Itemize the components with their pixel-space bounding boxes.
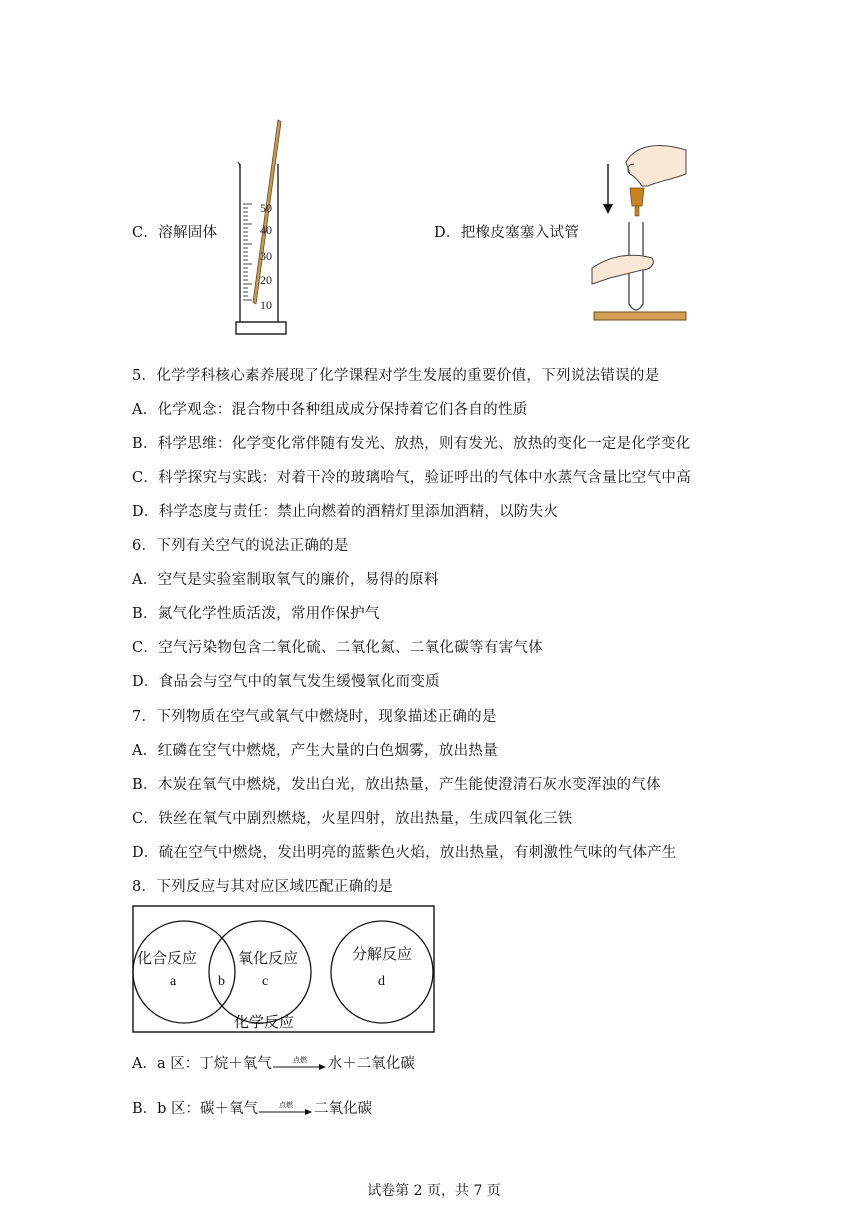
test-tube-stopper-figure [590, 140, 694, 326]
q5-option-d: D．科学态度与责任：禁止向燃着的酒精灯里添加酒精，以防失火 [132, 504, 559, 520]
tick-label-40: 40 [260, 223, 272, 237]
q8-option-a [132, 1052, 415, 1073]
venn-region-a: a [170, 974, 177, 989]
q6-stem: 6．下列有关空气的说法正确的是 [132, 538, 349, 554]
q7-option-a: A．红磷在空气中燃烧，产生大量的白色烟雾，放出热量 [132, 743, 498, 759]
q5-stem: 5．化学学科核心素养展现了化学课程对学生发展的重要价值，下列说法错误的是 [132, 368, 660, 384]
q5-option-b: B．科学思维：化学变化常伴随有发光、放热，则有发光、放热的变化一定是化学变化 [132, 436, 691, 452]
reaction-condition: 点燃 [279, 1101, 294, 1109]
q6-option-b: B．氮气化学性质活泼，常用作保护气 [132, 606, 380, 622]
reaction-arrow [258, 1100, 314, 1118]
page-footer: 试卷第 2 页，共 7 页 [367, 1183, 501, 1199]
q8-option-b-products: 二氧化碳 [314, 1101, 373, 1117]
arrow-icon [258, 1100, 314, 1118]
q8-option-a-products: 水＋二氧化碳 [327, 1056, 415, 1072]
q8-stem: 8．下列反应与其对应区域匹配正确的是 [132, 879, 394, 895]
tick-label-30: 30 [260, 249, 272, 263]
q4-option-c-label: C．溶解固体 [132, 225, 218, 241]
venn-region-c: c [262, 974, 269, 989]
venn-label-combination: 化合反应 [137, 949, 198, 967]
tick-label-50: 50 [260, 201, 272, 215]
reaction-condition: 点燃 [292, 1056, 307, 1064]
q8-option-b-reactants: B．b 区：碳＋氧气 [132, 1101, 259, 1117]
q8-option-b [132, 1097, 372, 1118]
venn-region-d: d [378, 974, 385, 989]
venn-box-label: 化学反应 [234, 1013, 295, 1031]
venn-diagram [132, 905, 436, 1035]
q7-stem: 7．下列物质在空气或氧气中燃烧时，现象描述正确的是 [132, 709, 497, 725]
q7-option-c: C．铁丝在氧气中剧烈燃烧，火星四射，放出热量，生成四氧化三铁 [132, 811, 573, 827]
arrow-icon [272, 1055, 328, 1073]
q6-option-d: D．食品会与空气中的氧气发生缓慢氧化而变质 [132, 674, 440, 690]
q6-option-c: C．空气污染物包含二氧化硫、二氧化氮、二氧化碳等有害气体 [132, 640, 543, 656]
venn-region-b: b [218, 974, 225, 989]
q4-option-d-label: D．把橡皮塞塞入试管 [434, 225, 580, 241]
q5-option-c: C．科学探究与实践：对着干冷的玻璃哈气，验证呼出的气体中水蒸气含量比空气中高 [132, 470, 691, 486]
tick-label-10: 10 [260, 298, 272, 312]
q5-option-a: A．化学观念：混合物中各种组成成分保持着它们各自的性质 [132, 402, 528, 418]
venn-circle-oxidation [209, 921, 311, 1023]
venn-label-oxidation: 氧化反应 [238, 949, 299, 967]
venn-circle-decomposition [331, 921, 433, 1023]
q7-option-d: D．硫在空气中燃烧，发出明亮的蓝紫色火焰，放出热量，有刺激性气味的气体产生 [132, 845, 677, 861]
q8-option-a-reactants: A．a 区：丁烷＋氧气 [132, 1056, 272, 1072]
reaction-arrow [272, 1055, 328, 1073]
q7-option-b: B．木炭在氧气中燃烧，发出白光，放出热量，产生能使澄清石灰水变浑浊的气体 [132, 777, 661, 793]
q6-option-a: A．空气是实验室制取氧气的廉价，易得的原料 [132, 572, 439, 588]
tick-label-20: 20 [260, 273, 272, 287]
graduated-cylinder-figure [232, 112, 292, 344]
venn-circle-combination [133, 921, 235, 1023]
venn-label-decomposition: 分解反应 [352, 945, 413, 963]
